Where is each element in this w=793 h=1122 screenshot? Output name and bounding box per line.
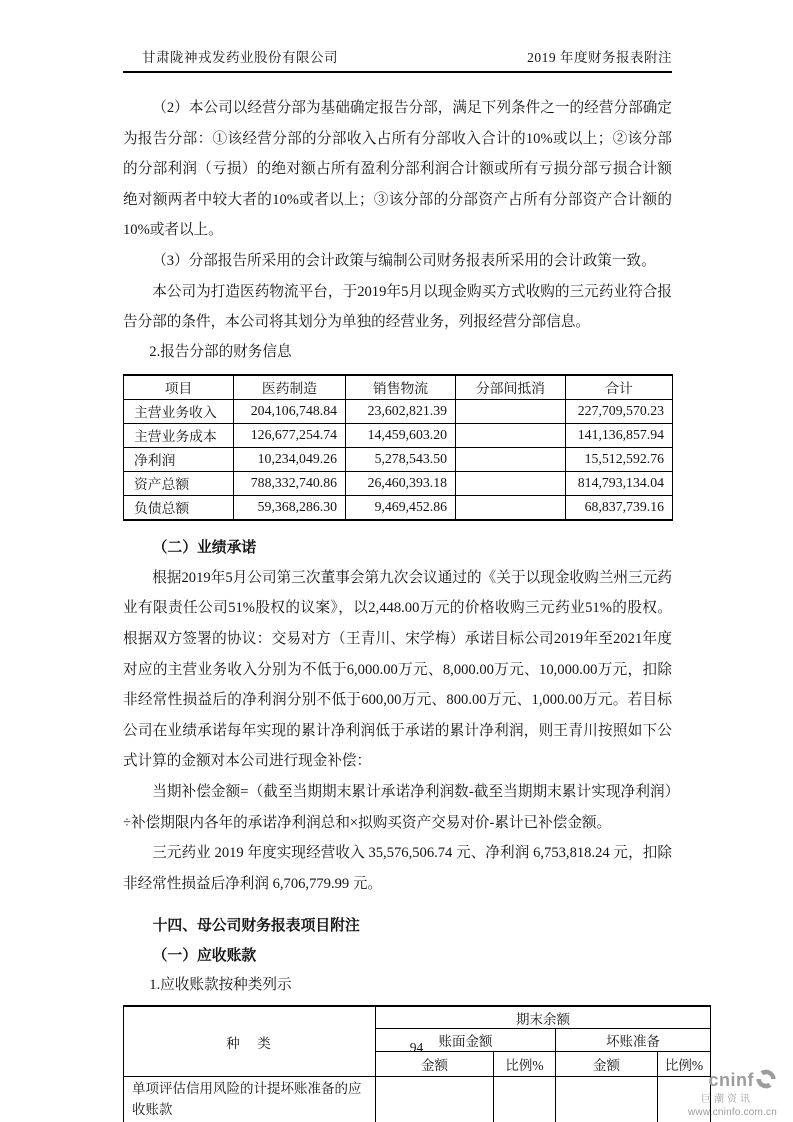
cell-value: 68,837,739.16 xyxy=(566,495,673,520)
segment-financial-table xyxy=(123,374,673,521)
page-content xyxy=(123,0,704,1122)
cell-value: 9,469,452.86 xyxy=(346,495,456,520)
amount-subheader: 金额 xyxy=(376,1052,494,1077)
cell-value: 59,368,286.30 xyxy=(234,495,346,520)
cell-value: 227,709,570.23 xyxy=(566,399,673,423)
cninfo-swirl-icon xyxy=(755,1068,777,1095)
table-row xyxy=(124,1077,711,1122)
cell-value: 126,677,254.74 xyxy=(234,423,346,447)
bad-debt-provision-header: 坏账准备 xyxy=(556,1029,711,1052)
cell-value xyxy=(556,1077,658,1122)
page-number: 94 xyxy=(409,1040,424,1055)
amount-subheader: 金额 xyxy=(556,1052,658,1077)
table-header-row xyxy=(124,1006,711,1029)
cell-value xyxy=(494,1077,556,1122)
column-header: 医药制造 xyxy=(234,375,346,400)
segment-criteria-paragraph: （2）本公司以经营分部为基础确定报告分部，满足下列条件之一的经营分部确定为报告分部：①该经营分部的分部收入占所有分部收入合计的10%或以上；②该分部的分部利润（亏损）的绝对额占所有盈利分部利润合计额或所有亏损分部亏损合计额绝对额两者中较大者的10%或者以上；③该分部的分部资产占所有分部资产合计额的10%或者以上。 xyxy=(123,100,672,239)
header-report-title: 2019 年度财务报表附注 xyxy=(527,50,672,65)
book-amount-header: 账面金额 xyxy=(376,1029,556,1052)
column-header: 项目 xyxy=(124,375,234,400)
cninfo-brand-text: cninf xyxy=(708,1070,754,1091)
cell-value: 814,793,134.04 xyxy=(566,471,673,495)
table-row xyxy=(124,423,673,447)
category-column-header: 种 类 xyxy=(124,1006,376,1077)
table-row xyxy=(124,471,673,495)
cell-value: 15,512,592.76 xyxy=(566,447,673,471)
cell-value: 204,106,748.84 xyxy=(234,399,346,423)
cell-value xyxy=(456,399,566,423)
column-header: 合计 xyxy=(566,375,673,400)
segment-table-header xyxy=(124,375,673,400)
cell-value: 788,332,740.86 xyxy=(234,471,346,495)
receivables-by-type-subheading: 1.应收账款按种类列示 xyxy=(149,977,292,994)
cell-value: 14,459,603.20 xyxy=(346,423,456,447)
cell-value: 5,278,543.50 xyxy=(346,447,456,471)
cell-value xyxy=(456,495,566,520)
cell-value: 141,136,857.94 xyxy=(566,423,673,447)
logistics-platform-paragraph: 本公司为打造医药物流平台，于2019年5月以现金购买方式收购的三元药业符合报告分部的条件，本公司将其划分为单独的经营业务，列报经营分部信息。 xyxy=(123,283,672,331)
sanyuan-results-paragraph: 三元药业 2019 年度实现经营收入 35,576,506.74 元、净利润 6,753,818.24 元，扣除非经常性损益后净利润 6,706,779.99 元。 xyxy=(123,845,672,892)
performance-commitment-paragraph: 根据2019年5月公司第三次董事会第九次会议通过的《关于以现金收购兰州三元药业有限责任公司51%股权的议案》，以2,448.00万元的价格收购三元药业51%的股权。根据双方签署的协议：交易对方（王青川、宋学梅）承诺目标公司2019年至2021年度对应的主营业务收入分别为不低于6,000.00万元、8,000.00万元、10,000.00万元，扣除非经常性损益后的净利润分别不低于600,00万元、800.00万元、1,000.00万元。若目标公司在业绩承诺每年实现的累计净利润低于承诺的累计净利润，则王青川按照如下公式计算的金额对本公司进行现金补偿： xyxy=(123,569,672,770)
cell-value: 10,234,049.26 xyxy=(234,447,346,471)
segment-policy-paragraph: （3）分部报告所采用的会计政策与编制公司财务报表所采用的会计政策一致。 xyxy=(152,252,656,269)
cninfo-chinese-name: 巨潮资讯 xyxy=(701,1093,753,1105)
cell-value: 23,602,821.39 xyxy=(346,399,456,423)
table-row xyxy=(124,495,673,520)
header-company-name: 甘肃陇神戎发药业股份有限公司 xyxy=(142,50,338,65)
row-label: 单项评估信用风险的计提坏账准备的应收账款 xyxy=(124,1077,376,1122)
table-header-row xyxy=(124,375,673,400)
row-label: 资产总额 xyxy=(124,471,234,495)
document-header xyxy=(123,0,672,73)
cninfo-logo-row xyxy=(667,1068,777,1095)
column-header: 分部间抵消 xyxy=(456,375,566,400)
row-label: 主营业务收入 xyxy=(124,399,234,423)
cell-value xyxy=(456,447,566,471)
row-label: 主营业务成本 xyxy=(124,423,234,447)
segment-table-body xyxy=(124,399,673,520)
cninfo-url: www.cninfo.com.cn xyxy=(688,1106,777,1118)
accounts-receivable-heading: （一）应收账款 xyxy=(152,948,257,965)
table-row xyxy=(124,447,673,471)
cell-value: 26,460,393.18 xyxy=(346,471,456,495)
performance-commitment-heading: （二）业绩承诺 xyxy=(152,539,257,556)
row-label: 负债总额 xyxy=(124,495,234,520)
column-header: 销售物流 xyxy=(346,375,456,400)
cell-value xyxy=(456,471,566,495)
ratio-subheader: 比例% xyxy=(658,1052,711,1077)
row-label: 净利润 xyxy=(124,447,234,471)
cell-value xyxy=(456,423,566,447)
segment-financial-info-heading: 2.报告分部的财务信息 xyxy=(149,343,292,360)
table-row xyxy=(124,399,673,423)
cell-value xyxy=(376,1077,494,1122)
period-end-balance-header: 期末余额 xyxy=(376,1006,711,1029)
cninfo-footer-logo xyxy=(667,1068,777,1118)
receivables-table-body xyxy=(124,1077,711,1122)
ratio-subheader: 比例% xyxy=(494,1052,556,1077)
compensation-formula-paragraph: 当期补偿金额=（截至当期期末累计承诺净利润数-截至当期期末累计实现净利润）÷补偿期限内各年的承诺净利润总和×拟购买资产交易对价-累计已补偿金额。 xyxy=(123,783,672,831)
receivables-table xyxy=(123,1005,711,1122)
parent-company-notes-heading: 十四、母公司财务报表项目附注 xyxy=(152,918,360,935)
